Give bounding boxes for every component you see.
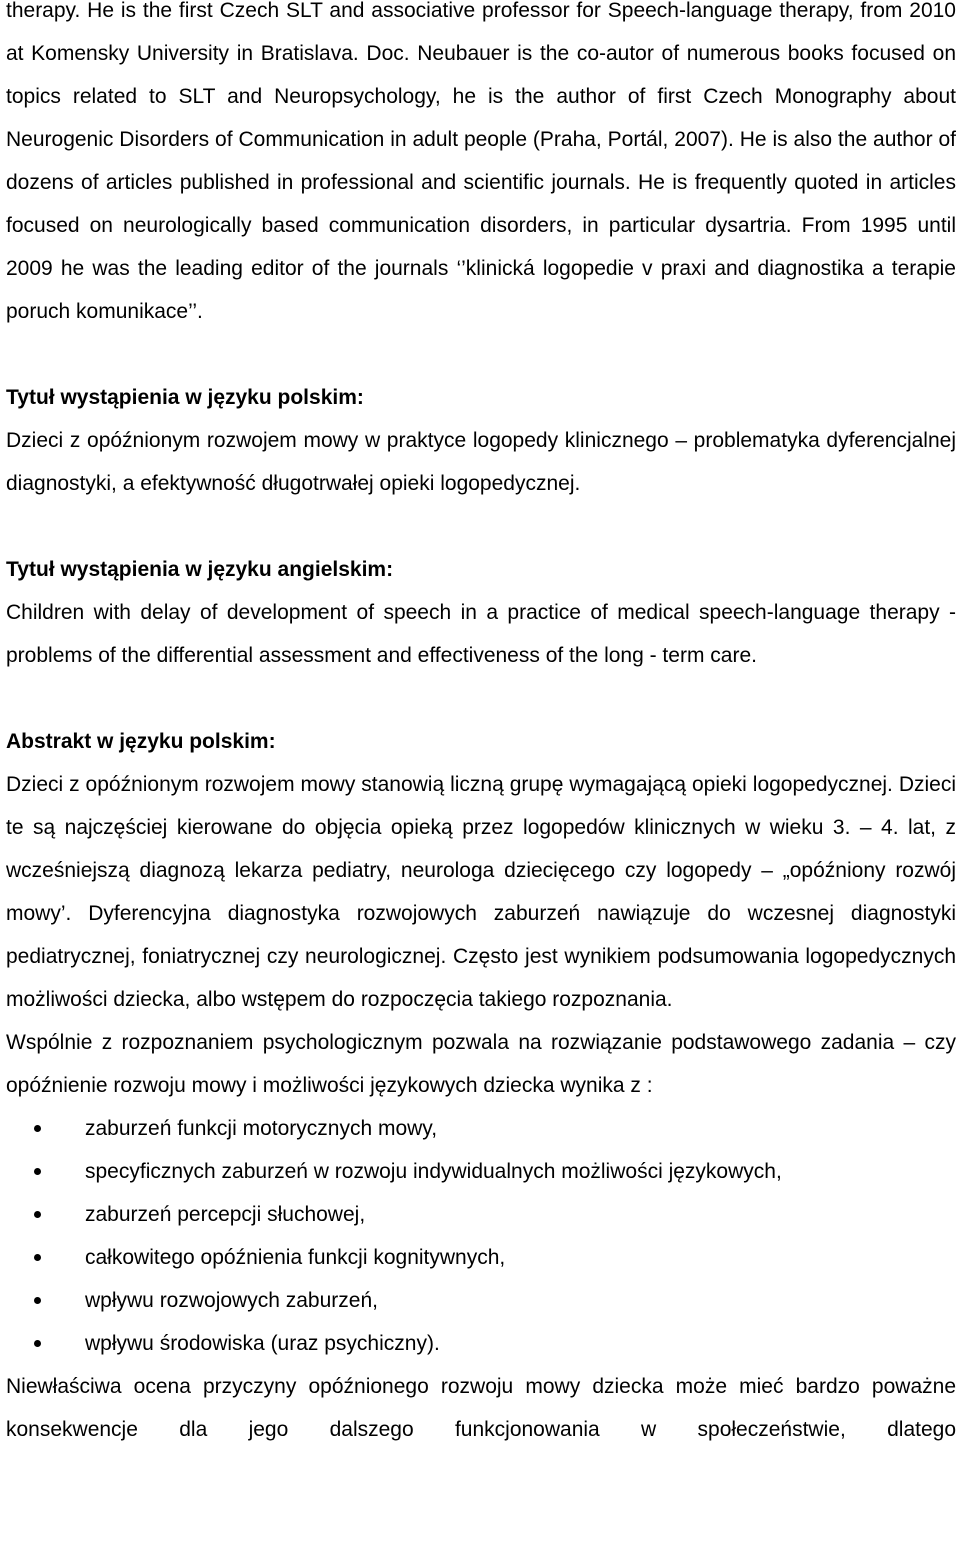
causes-list: [6, 1107, 956, 1365]
bullet-icon: [34, 1125, 41, 1132]
bullet-icon: [34, 1168, 41, 1175]
list-item: [6, 1322, 956, 1365]
polish-abstract-heading: Abstrakt w języku polskim:: [6, 730, 276, 753]
polish-title-heading: Tytuł wystąpienia w języku polskim:: [6, 386, 364, 409]
list-item-text: specyficznych zaburzeń w rozwoju indywidualnych możliwości językowych,: [85, 1160, 782, 1183]
list-item-text: wpływu środowiska (uraz psychiczny).: [85, 1332, 440, 1355]
bullet-icon: [34, 1340, 41, 1347]
polish-title-text: Dzieci z opóźnionym rozwojem mowy w praktyce logopedy klinicznego – problematyka dyferencjalnej diagnostyki, a efektywność długotrwałej opieki logopedycznej.: [6, 429, 956, 495]
list-item: [6, 1150, 956, 1193]
abstract-paragraph-1: Dzieci z opóźnionym rozwojem mowy stanowią liczną grupę wymagającą opieki logopedycznej. Dzieci te są najczęściej kierowane do objęcia opieką przez logopedów klinicznych w wieku 3. – 4. lat, z wcześniejszą diagnozą lekarza pediatry, neurologa dziecięcego czy logopedy – „opóźniony rozwój mowy’. Dyferencyjna diagnostyka rozwojowych zaburzeń nawiązuje do wczesnej diagnostyki pediatrycznej, foniatrycznej czy neurologicznej. Często jest wynikiem podsumowania logopedycznych możliwości dziecka, albo wstępem do rozpoczęcia takiego rozpoznania.: [6, 773, 956, 1011]
list-item-text: wpływu rozwojowych zaburzeń,: [85, 1289, 378, 1312]
list-item-text: zaburzeń funkcji motorycznych mowy,: [85, 1117, 438, 1140]
list-item-text: zaburzeń percepcji słuchowej,: [85, 1203, 366, 1226]
list-item: [6, 1107, 956, 1150]
bullet-icon: [34, 1254, 41, 1261]
list-item-text: całkowitego opóźnienia funkcji kognitywnych,: [85, 1246, 506, 1269]
list-item: [6, 1236, 956, 1279]
english-title-heading: Tytuł wystąpienia w języku angielskim:: [6, 558, 394, 581]
bullet-icon: [34, 1211, 41, 1218]
list-item: [6, 1279, 956, 1322]
abstract-paragraph-3: Niewłaściwa ocena przyczyny opóźnionego rozwoju mowy dziecka może mieć bardzo poważne konsekwencje dla jego dalszego funkcjonowania w społeczeństwie, dlatego: [6, 1375, 956, 1441]
english-title-text: Children with delay of development of speech in a practice of medical speech-language therapy - problems of the differential assessment and effectiveness of the long - term care.: [6, 601, 956, 667]
abstract-paragraph-2: Wspólnie z rozpoznaniem psychologicznym pozwala na rozwiązanie podstawowego zadania – czy opóźnienie rozwoju mowy i możliwości językowych dziecka wynika z :: [6, 1031, 956, 1097]
bio-paragraph: therapy. He is the first Czech SLT and associative professor for Speech-language therapy, from 2010 at Komensky University in Bratislava. Doc. Neubauer is the co-autor of numerous books focused on topics related to SLT and Neuropsychology, he is the author of first Czech Monography about Neurogenic Disorders of Communication in adult people (Praha, Portál, 2007). He is also the author of dozens of articles published in professional and scientific journals. He is frequently quoted in articles focused on neurologically based communication disorders, in particular dysartria. From 1995 until 2009 he was the leading editor of the journals ‘’klinická logopedie v praxi and diagnostika a terapie poruch komunikace’’.: [6, 0, 956, 323]
bullet-icon: [34, 1297, 41, 1304]
list-item: [6, 1193, 956, 1236]
document-page: [6, 0, 956, 1451]
